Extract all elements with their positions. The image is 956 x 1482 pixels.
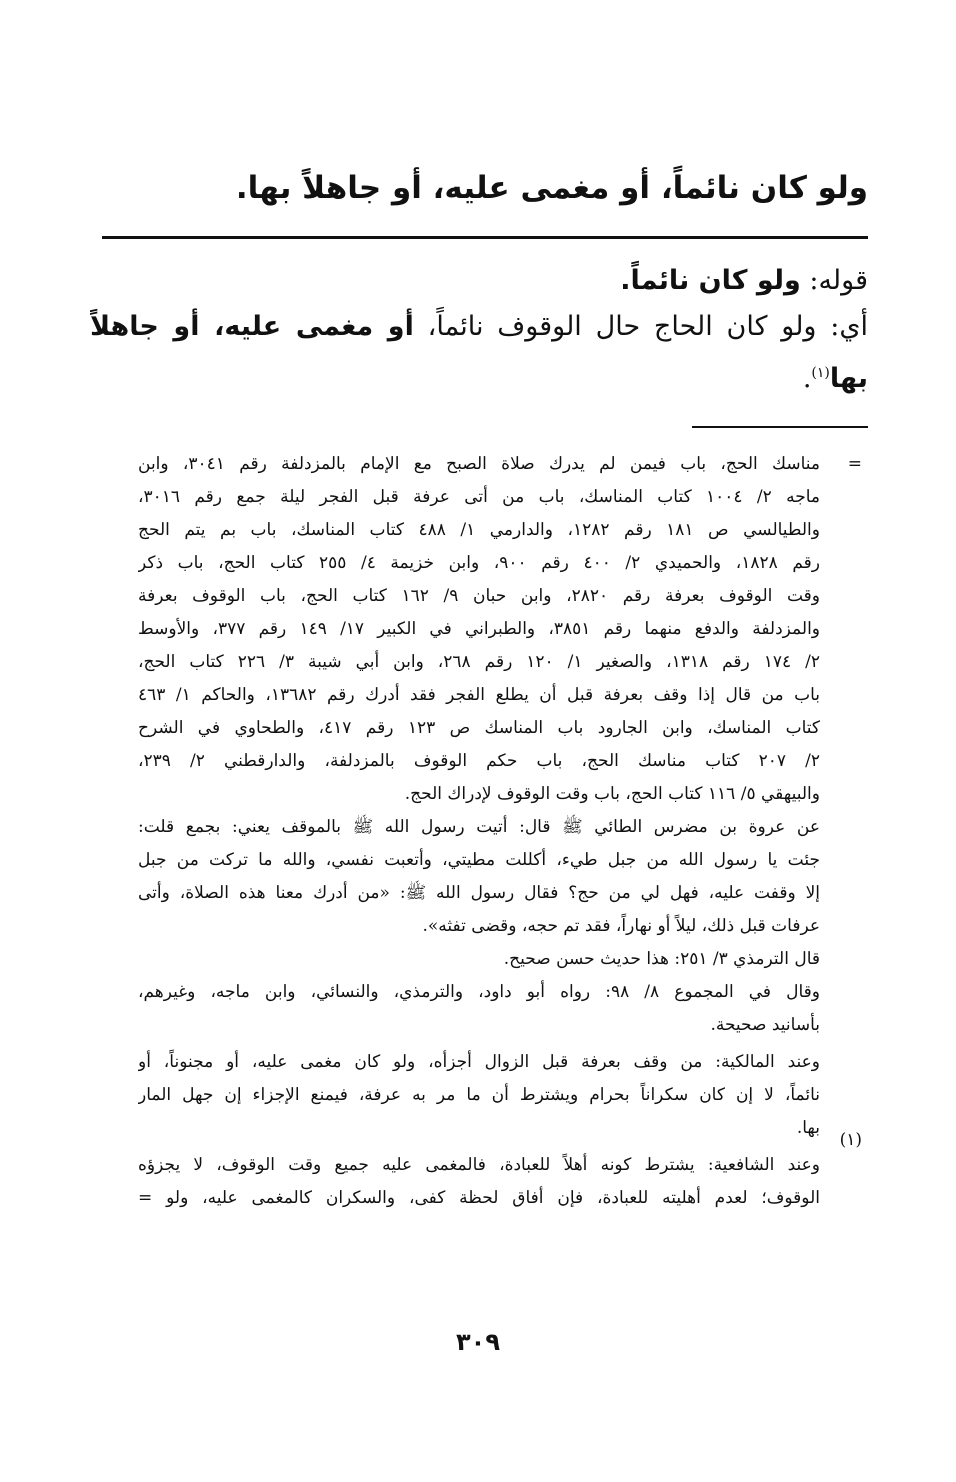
footnote-line: ٢/ ١٧٤ رقم ١٣١٨، والصغير ١/ ١٢٠ رقم ٢٦٨، وابن أبي شيبة ٣/ ٢٢٦ كتاب الحج، (138, 652, 820, 672)
tirmidhi-line: قال الترمذي ٣/ ٢٥١: هذا حديث حسن صحيح. (503, 949, 820, 969)
shafii-line: وعند الشافعية: يشترط كونه أهلاً للعبادة، فالمغمى عليه جميع وقت الوقوف، لا يجزؤه (138, 1155, 820, 1175)
footnote-line: والمزدلفة والدفع منهما رقم ٣٨٥١، والطبراني في الكبير ١٧/ ١٤٩ رقم ٣٧٧، والأوسط (138, 619, 820, 639)
footnote-1-marker: (١) (839, 1130, 862, 1150)
sharh-line-3 (90, 350, 868, 396)
page-number: ٣٠٩ (456, 1328, 500, 1356)
hadith-line: إلا وقفت عليه، فهل لي من حج؟ فقال رسول الله ﷺ: «من أدرك معنا هذه الصلاة، وأتى (138, 883, 820, 903)
footnote-separator-rule (692, 426, 868, 428)
footnote-line: كتاب المناسك، وابن الجارود باب المناسك ص ١٢٣ رقم ٤١٧، والطحاوي في الشرح (138, 718, 820, 738)
shafii-line: الوقوف؛ لعدم أهليته للعبادة، فإن أفاق لحظة كفى، والسكران كالمغمى عليه، ولو = (138, 1188, 820, 1208)
majmu-line: وقال في المجموع ٨/ ٩٨: رواه أبو داود، والترمذي، والنسائي، وابن ماجه، وغيرهم، (138, 982, 820, 1002)
hadith-line: جئت يا رسول الله من جبل طيء، أكللت مطيتي، وأتعبت نفسي، والله ما تركت من جبل (138, 850, 820, 870)
footnote-1-line: وعند المالكية: من وقف بعرفة قبل الزوال أجزأه، ولو كان مغمى عليه، أو مجنوناً، أو (138, 1052, 820, 1072)
footnotes-block (138, 448, 820, 1215)
qawluh-quote: ولو كان نائماً. (620, 265, 801, 296)
footnote-line: باب من قال إذا وقف بعرفة قبل أن يطلع الفجر فقد أدرك رقم ١٣٦٨٢، والحاكم ١/ ٤٦٣ (138, 685, 820, 705)
sharh-line-2 (90, 304, 868, 350)
footnote-line: وقت الوقوف بعرفة رقم ٢٨٢٠، وابن حبان ٩/ ١٦٢ كتاب الحج، باب الوقوف بعرفة (138, 586, 820, 606)
hadith-line: عن عروة بن مضرس الطائي ﷺ قال: أتيت رسول الله ﷺ بالموقف يعني: بجمع قلت: (138, 817, 820, 837)
sharh-quote-continuation: أو مغمى عليه، أو جاهلاً (90, 311, 414, 342)
sharh-quote-end: بها (829, 363, 868, 394)
sharh-explanation: أي: ولو كان الحاج حال الوقوف نائماً، (427, 311, 868, 342)
sharh-block (90, 258, 868, 396)
continuation-marker: = (847, 454, 862, 474)
footnote-line: رقم ١٨٢٨، والحميدي ٢/ ٤٠٠ رقم ٩٠٠، وابن خزيمة ٤/ ٢٥٥ كتاب الحج، باب ذكر (138, 553, 820, 573)
footnote-ref-1: (١) (811, 365, 830, 381)
footnote-line: مناسك الحج، باب فيمن لم يدرك صلاة الصبح مع الإمام بالمزدلفة رقم ٣٠٤١، وابن (138, 454, 820, 474)
matn-separator-rule (102, 236, 868, 239)
footnote-line: والطيالسي ص ١٨١ رقم ١٢٨٢، والدارمي ١/ ٤٨٨ كتاب المناسك، باب بم يتم الحج (138, 520, 820, 540)
sharh-line-1 (90, 258, 868, 304)
matn-text: ولو كان نائماً، أو مغمى عليه، أو جاهلاً بها. (235, 170, 868, 206)
hadith-line: عرفات قبل ذلك، ليلاً أو نهاراً، فقد تم حجه، وقضى تفثه». (422, 916, 820, 936)
footnote-1-line: نائماً، لا إن كان سكراناً بحرام ويشترط أن ما مر به عرفة، فيمنع الإجزاء إن جهل المار (138, 1085, 820, 1105)
sharh-period: . (802, 363, 812, 394)
footnote-1-line: بها. (796, 1118, 820, 1138)
footnote-line: ٢/ ٢٠٧ كتاب مناسك الحج، باب حكم الوقوف بالمزدلفة، والدارقطني ٢/ ٢٣٩، (138, 751, 820, 771)
footnote-line: والبيهقي ٥/ ١١٦ كتاب الحج، باب وقت الوقوف لإدراك الحج. (404, 784, 820, 804)
majmu-line: بأسانيد صحيحة. (710, 1015, 820, 1035)
qawluh-label: قوله: (809, 265, 868, 296)
footnote-line: ماجه ٢/ ١٠٠٤ كتاب المناسك، باب من أتى عرفة قبل الفجر ليلة جمع رقم ٣٠١٦، (138, 487, 820, 507)
